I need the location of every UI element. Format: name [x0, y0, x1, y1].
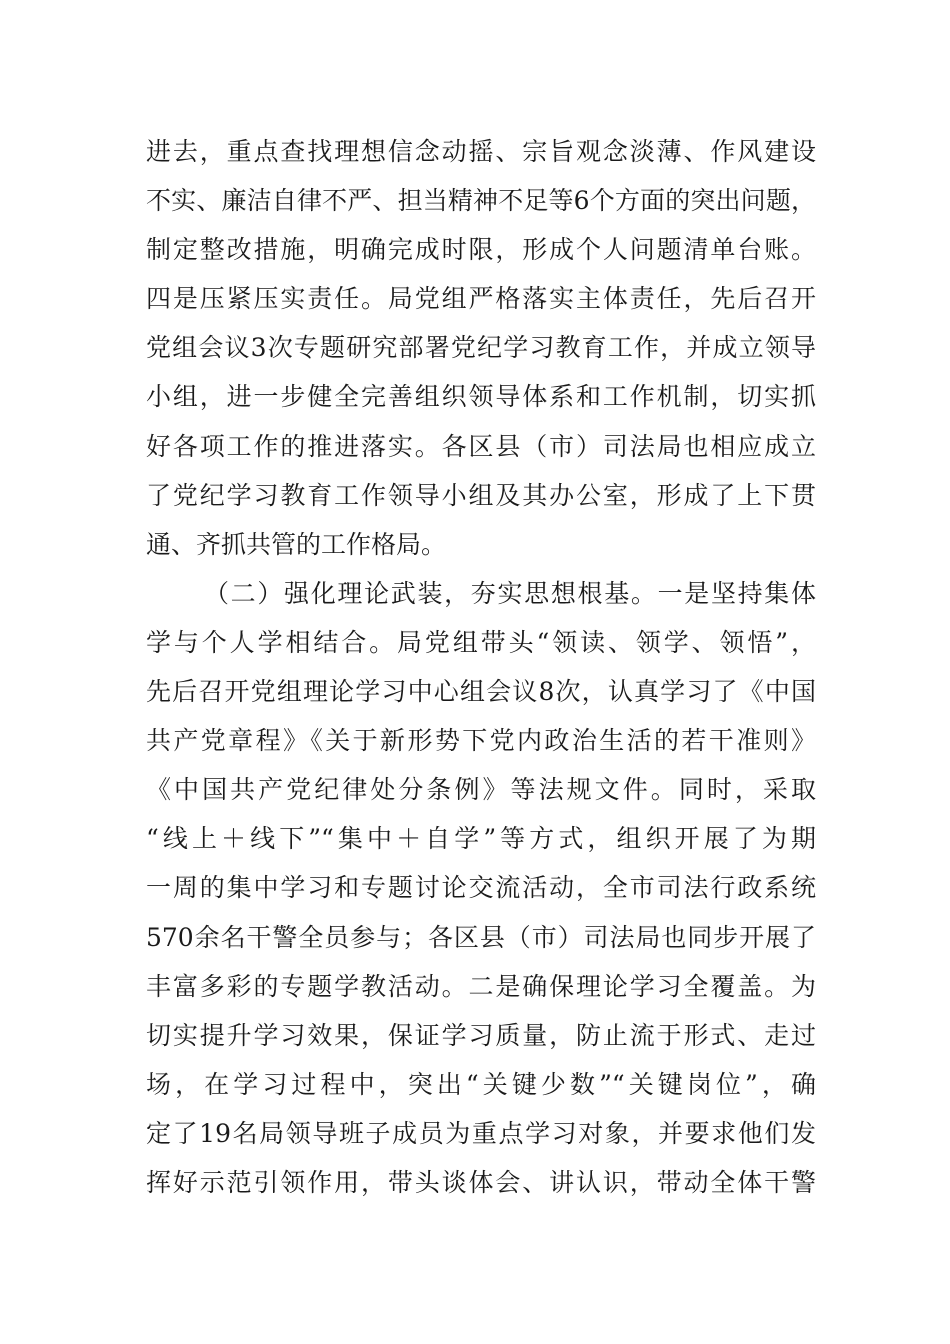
text-line: 丰富多彩的专题学教活动。二是确保理论学习全覆盖。为 [146, 971, 816, 1001]
text-line: 570余名干警全员参与；各区县（市）司法局也同步开展了 [146, 922, 816, 952]
text-line: 小组，进一步健全完善组织领导体系和工作机制，切实抓 [146, 382, 816, 412]
text-line: 制定整改措施，明确完成时限，形成个人问题清单台账。 [146, 235, 816, 265]
text-line: 场，在学习过程中，突出“关键少数”“关键岗位”，确 [146, 1069, 816, 1099]
body-text [146, 127, 816, 1207]
text-line: 挥好示范引领作用，带头谈体会、讲认识，带动全体干警 [146, 1167, 816, 1197]
text-line: 《中国共产党纪律处分条例》等法规文件。同时，采取 [146, 775, 816, 805]
text-line: 先后召开党组理论学习中心组会议8次，认真学习了《中国 [146, 677, 816, 707]
text-line: 四是压紧压实责任。局党组严格落实主体责任，先后召开 [146, 284, 816, 314]
text-line: 不实、廉洁自律不严、担当精神不足等6个方面的突出问题， [146, 186, 816, 216]
text-line: 一周的集中学习和专题讨论交流活动，全市司法行政系统 [146, 873, 816, 903]
text-line: 好各项工作的推进落实。各区县（市）司法局也相应成立 [146, 431, 816, 461]
text-line: 了党纪学习教育工作领导小组及其办公室，形成了上下贯 [146, 480, 816, 510]
text-line: “线上＋线下”“集中＋自学”等方式，组织开展了为期 [146, 824, 816, 854]
text-line: 进去，重点查找理想信念动摇、宗旨观念淡薄、作风建设 [146, 137, 816, 166]
text-line: 党组会议3次专题研究部署党纪学习教育工作，并成立领导 [146, 333, 816, 363]
text-line: 定了19名局领导班子成员为重点学习对象，并要求他们发 [146, 1118, 816, 1148]
text-line: 切实提升学习效果，保证学习质量，防止流于形式、走过 [146, 1020, 816, 1050]
section-heading-line: （二）强化理论武装，夯实思想根基。一是坚持集体 [204, 578, 816, 608]
text-line: 通、齐抓共管的工作格局。 [146, 529, 447, 559]
text-line: 共产党章程》《关于新形势下党内政治生活的若干准则》 [146, 726, 816, 756]
text-line: 学与个人学相结合。局党组带头“领读、领学、领悟”， [146, 627, 816, 657]
